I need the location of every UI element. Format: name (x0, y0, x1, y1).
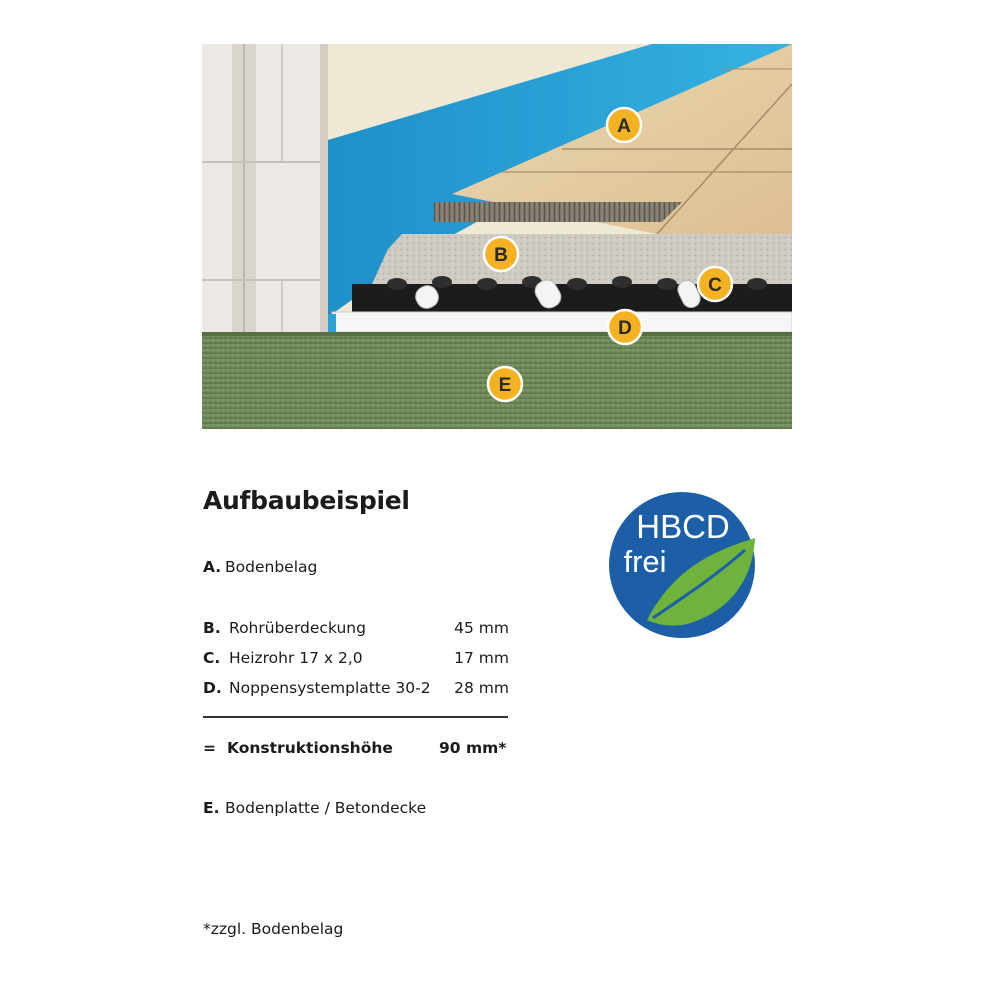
layer-row-c (203, 649, 509, 667)
tile-adhesive-layer (434, 202, 682, 222)
floor-construction-diagram (202, 44, 792, 429)
brick-wall (202, 44, 328, 344)
badge-line-2: frei (623, 544, 667, 579)
marker-c-label: C (708, 275, 722, 296)
total-value: 90 mm* (439, 739, 507, 757)
hbcd-free-badge (605, 488, 759, 642)
layer-label: Bodenplatte / Betondecke (225, 799, 427, 817)
layer-row-e (203, 799, 426, 817)
marker-c (698, 267, 732, 301)
layer-letter: C. (203, 649, 221, 667)
sum-divider (203, 716, 508, 718)
layer-row-b (203, 619, 509, 637)
layer-label: Bodenbelag (225, 558, 318, 576)
insulation-board (332, 312, 792, 332)
layer-label: Rohrüberdeckung (229, 619, 366, 637)
marker-d-label: D (618, 318, 632, 339)
marker-e (488, 367, 522, 401)
layer-row-a (203, 558, 317, 576)
layer-label: Noppensystemplatte 30-2 (229, 679, 431, 697)
marker-b-label: B (494, 245, 508, 266)
marker-b (484, 237, 518, 271)
marker-e-label: E (498, 375, 512, 396)
total-height-row (203, 739, 507, 757)
layer-thickness: 17 mm (454, 649, 509, 667)
badge-line-1: HBCD (636, 508, 730, 545)
marker-d (608, 310, 642, 344)
layer-letter: D. (203, 679, 222, 697)
total-label: Konstruktionshöhe (227, 739, 393, 757)
equals-sign: = (203, 739, 216, 757)
footnote: *zzgl. Bodenbelag (203, 920, 344, 938)
marker-a-label: A (617, 116, 631, 137)
layer-thickness: 45 mm (454, 619, 509, 637)
layer-label: Heizrohr 17 x 2,0 (229, 649, 363, 667)
layer-row-d (203, 679, 509, 697)
section-title: Aufbaubeispiel (203, 486, 410, 515)
layer-letter: E. (203, 799, 220, 817)
layer-letter: B. (203, 619, 221, 637)
layer-letter: A. (203, 558, 222, 576)
marker-a (607, 108, 641, 142)
layer-thickness: 28 mm (454, 679, 509, 697)
